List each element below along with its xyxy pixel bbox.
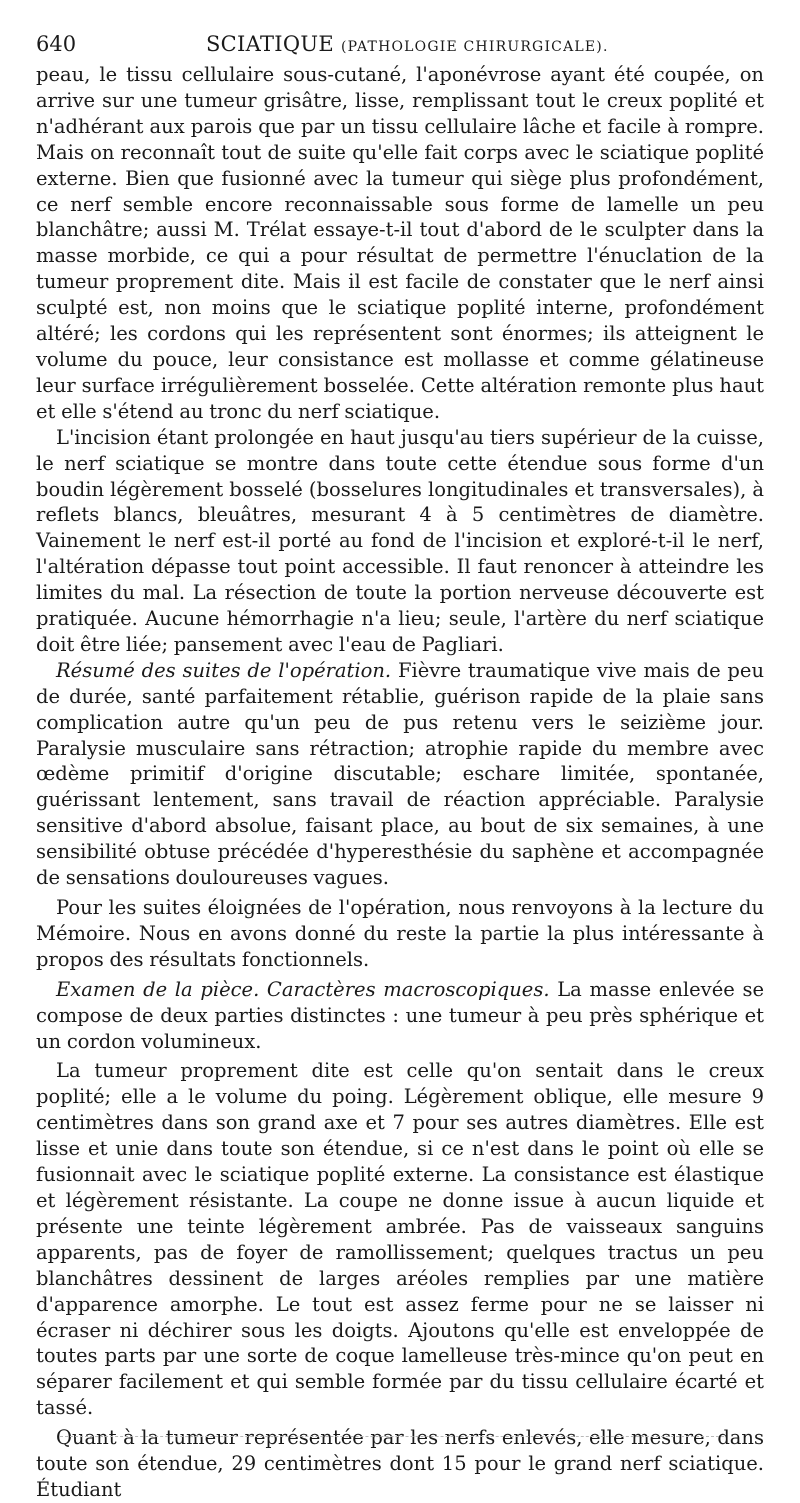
paragraph-text: Quant à la tumeur représentée par les nerfs enlevés, elle mesure, dans toute son étendue, 29 centimètres dont 15 pour le grand nerf sciatique. Étudiant — [36, 1426, 764, 1501]
paragraph-tumeur — [36, 1058, 764, 1421]
run-in-heading: Résumé des suites de l'opération. — [56, 658, 392, 682]
paragraph-continued — [36, 62, 764, 425]
paragraph-text: La masse enlevée se compose de deux parties distinctes : une tumeur à peu près sphérique et un cordon volumineux. — [36, 977, 764, 1053]
paragraph-text: Pour les suites éloignées de l'opération, nous renvoyons à la lecture du Mémoire. Nous en avons donné du reste la partie la plus intéressante à propos des résultats fonctionnels. — [36, 896, 764, 971]
running-subtitle: (PATHOLOGIE CHIRURGICALE). — [341, 39, 609, 55]
paragraph-examen — [36, 977, 764, 1055]
run-in-heading: Examen de la pièce. Caractères macroscopiques. — [56, 977, 550, 1001]
page-header — [36, 26, 764, 62]
running-title: SCIATIQUE — [206, 32, 335, 56]
running-head — [206, 26, 609, 65]
page-number: 640 — [36, 32, 77, 56]
paragraph-incision — [36, 425, 764, 658]
paragraph-resume — [36, 658, 764, 891]
paragraph-text: peau, le tissu cellulaire sous-cutané, l'aponévrose ayant été coupée, on arrive sur une tumeur grisâtre, lisse, remplissant tout le creux poplité et n'adhérant aux parois que par un tissu cellulaire lâche et facile à rompre. Mais on reconnaît tout de suite qu'elle fait corps avec le sciatique poplité externe. Bien que fusionné avec la tumeur qui siège plus profondément, ce nerf semble encore reconnaissable sous forme de lamelle un peu blanchâtre; aussi M. Trélat essaye-t-il tout d'abord de le sculpter dans la masse morbide, ce qui a pour résultat de permettre l'énuclation de la tumeur proprement dite. Mais il est facile de constater que le nerf ainsi sculpté est, non moins que le sciatique poplité interne, profondément altéré; les cordons qui les représentent sont énormes; ils atteignent le volume du pouce, leur consistance est mollasse et comme gélatineuse leur surface irrégulièrement bosselée. Cette altération remonte plus haut et elle s'étend au tronc du nerf sciatique. — [36, 63, 764, 423]
body-text — [36, 62, 764, 1503]
book-page — [36, 26, 764, 1503]
paragraph-text: Fièvre traumatique vive mais de peu de durée, santé parfaitement rétablie, guérison rapide de la plaie sans complication autre qu'un peu de pus retenu vers le seizième jour. Paralysie musculaire sans rétraction; atrophie rapide du membre avec œdème primitif d'origine discutable; eschare limitée, spontanée, guérissant lentement, sans travail de réaction appréciable. Paralysie sensitive d'abord absolue, faisant place, au bout de six semaines, à une sensibilité obtuse précédée d'hyperesthésie du saphène et accompagnée de sensations douloureuses vagues. — [36, 658, 765, 890]
paragraph-text: La tumeur proprement dite est celle qu'on sentait dans le creux poplité; elle a le volume du poing. Légèrement oblique, elle mesure 9 centimètres dans son grand axe et 7 pour ses autres diamètres. Elle est lisse et unie dans toute son étendue, si ce n'est dans le point où elle se fusionnait avec le sciatique poplité externe. La consistance est élastique et légèrement résistante. La coupe ne donne issue à aucun liquide et présente une teinte légèrement ambrée. Pas de vaisseaux sanguins apparents, pas de foyer de ramollissement; quelques tractus un peu blanchâtres dessinent de larges aréoles remplies par une matière d'apparence amorphe. Le tout est assez ferme pour ne se laisser ni écraser ni déchirer sous les doigts. Ajoutons qu'elle est enveloppée de toutes parts par une sorte de coque lamelleuse très-mince qu'on peut en séparer facilement et qui semble formée par du tissu cellulaire écarté et tassé. — [36, 1059, 764, 1420]
paragraph-text: L'incision étant prolongée en haut jusqu'au tiers supérieur de la cuisse, le nerf sciatique se montre dans toute cette étendue sous forme d'un boudin légèrement bosselé (bosselures longitudinales et transversales), à reflets blancs, bleuâtres, mesurant 4 à 5 centimètres de diamètre. Vainement le nerf est-il porté au fond de l'incision et exploré-t-il le nerf, l'altération dépasse tout point accessible. Il faut renoncer à atteindre les limites du mal. La résection de toute la portion nerveuse découverte est pratiquée. Aucune hémorrhagie n'a lieu; seule, l'artère du nerf sciatique doit être liée; pansement avec l'eau de Pagliari. — [36, 425, 764, 656]
footer-rule — [60, 1436, 724, 1437]
paragraph-suites — [36, 895, 764, 973]
